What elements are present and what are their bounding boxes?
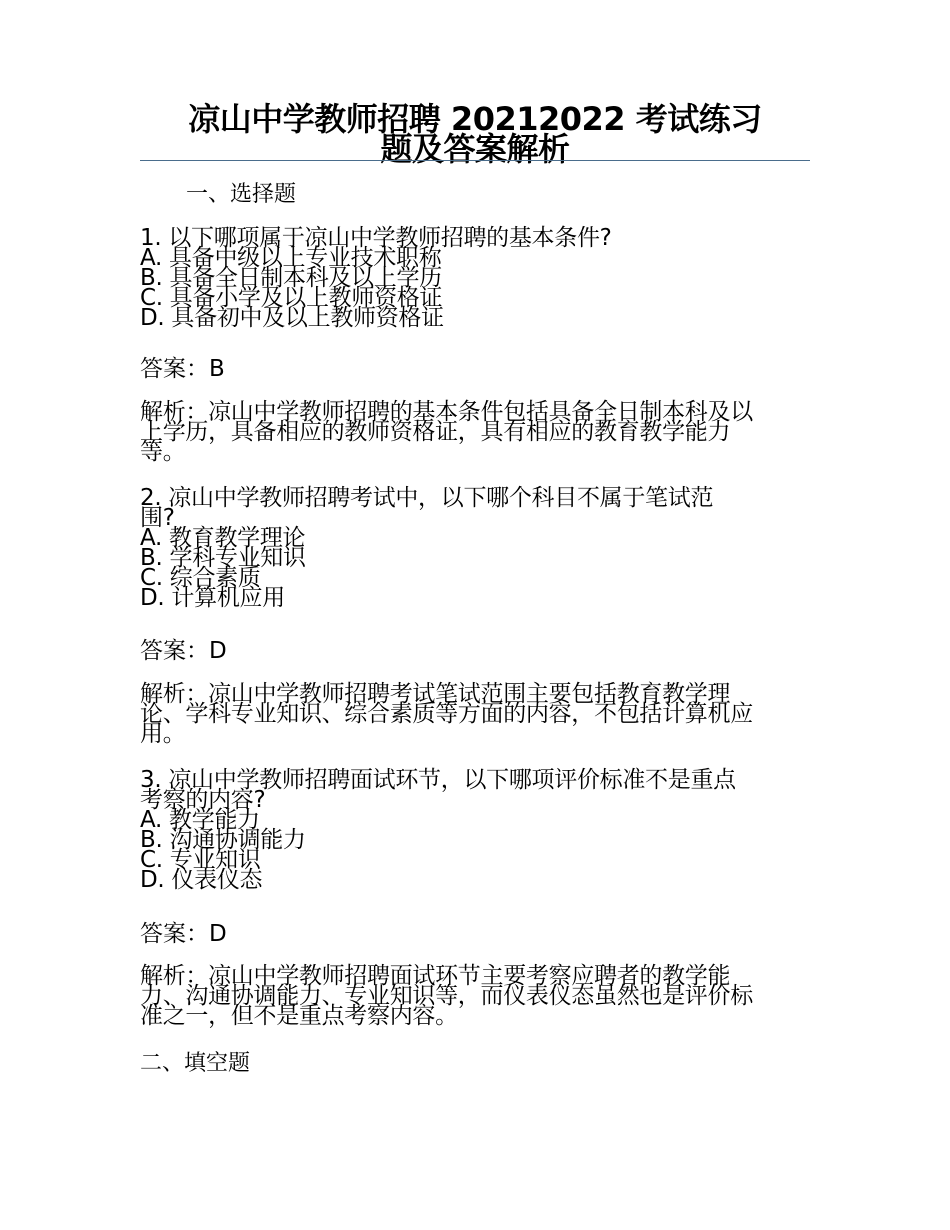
analysis-line: 论、学科专业知识、综合素质等方面的内容，不包括计算机应 (140, 701, 753, 727)
question-2-text-line-1: 2. 凉山中学教师招聘考试中，以下哪个科目不属于笔试范 (140, 485, 714, 511)
section-heading-choice: 一、选择题 (186, 182, 297, 207)
analysis-line: 准之一，但不是重点考察内容。 (140, 1003, 458, 1029)
question-3-option-c: C. 专业知识 (140, 847, 261, 873)
question-1-option-d: D. 具备初中及以上教师资格证 (140, 305, 444, 331)
question-1 (140, 225, 812, 331)
analysis-line: 上学历，具备相应的教师资格证，具有相应的教育教学能力 (140, 419, 731, 445)
analysis-line: 解析：凉山中学教师招聘考试笔试范围主要包括教育教学理 (140, 681, 731, 707)
question-1-option-b: B. 具备全日制本科及以上学历 (140, 265, 442, 291)
title-line-1: 凉山中学教师招聘 20212022 考试练习 (188, 100, 762, 138)
question-3-option-d: D. 仪表仪态 (140, 867, 263, 893)
question-2-option-d: D. 计算机应用 (140, 585, 285, 611)
question-3-analysis (140, 963, 812, 1029)
question-2-analysis (140, 681, 812, 747)
analysis-line: 用。 (140, 721, 186, 747)
title-line-2: 题及答案解析 (380, 130, 570, 168)
question-3-text-line-2: 考察的内容? (140, 787, 266, 813)
section-heading-fill-blank: 二、填空题 (140, 1051, 251, 1076)
title-underline (140, 160, 810, 161)
document-title (140, 100, 810, 168)
analysis-line: 解析：凉山中学教师招聘面试环节主要考察应聘者的教学能 (140, 963, 731, 989)
question-3 (140, 767, 812, 893)
question-3-option-b: B. 沟通协调能力 (140, 827, 306, 853)
question-2 (140, 485, 812, 611)
question-2-option-c: C. 综合素质 (140, 565, 261, 591)
question-3-answer: 答案：D (140, 921, 227, 947)
question-2-answer: 答案：D (140, 638, 227, 664)
question-2-text-line-2: 围? (140, 505, 175, 531)
question-1-option-c: C. 具备小学及以上教师资格证 (140, 285, 443, 311)
question-1-answer: 答案：B (140, 356, 225, 382)
question-1-analysis (140, 399, 812, 465)
question-2-option-b: B. 学科专业知识 (140, 545, 306, 571)
question-2-option-a: A. 教育教学理论 (140, 525, 306, 551)
question-1-text: 1. 以下哪项属于凉山中学教师招聘的基本条件? (140, 225, 612, 251)
analysis-line: 等。 (140, 439, 186, 465)
question-3-option-a: A. 教学能力 (140, 807, 260, 833)
analysis-line: 解析：凉山中学教师招聘的基本条件包括具备全日制本科及以 (140, 399, 753, 425)
question-1-option-a: A. 具备中级以上专业技术职称 (140, 245, 442, 271)
analysis-line: 力、沟通协调能力、专业知识等，而仪表仪态虽然也是评价标 (140, 983, 753, 1009)
question-3-text-line-1: 3. 凉山中学教师招聘面试环节，以下哪项评价标准不是重点 (140, 767, 736, 793)
